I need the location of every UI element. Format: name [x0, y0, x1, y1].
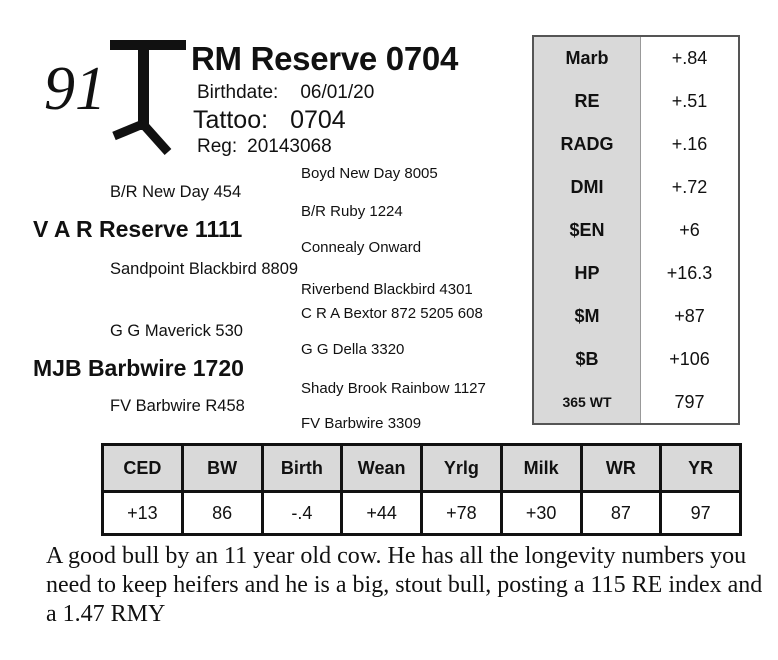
- epd-value: 797: [674, 391, 705, 412]
- pedigree-dam-dam-dam: FV Barbwire 3309: [301, 415, 422, 432]
- birthdate-label: Birthdate:: [197, 82, 279, 103]
- epd-row: [533, 338, 739, 381]
- epd-row: [533, 166, 739, 209]
- tattoo-value: 0704: [290, 106, 346, 134]
- lot-number: 91: [44, 55, 106, 123]
- reg-label: Reg:: [197, 136, 238, 157]
- epd-value: +.72: [671, 177, 708, 197]
- pedigree-sire-sire-dam: B/R Ruby 1224: [301, 203, 403, 220]
- birthdate-value: 06/01/20: [300, 82, 375, 103]
- epd-bottom-header: Milk: [501, 445, 581, 492]
- epd-value: +.51: [671, 91, 708, 111]
- pedigree-dam-sire-dam: G G Della 3320: [301, 341, 405, 358]
- epd-bottom-header: WR: [581, 445, 661, 492]
- epd-label: RADG: [533, 123, 641, 166]
- epd-value: +.84: [671, 48, 708, 68]
- epd-bottom-value-row: [103, 492, 741, 535]
- pedigree-dam-sire: G G Maverick 530: [110, 322, 243, 340]
- epd-label: $B: [533, 338, 641, 381]
- epd-bottom-value: -.4: [262, 492, 342, 535]
- registration-line: [197, 136, 332, 158]
- epd-bottom-value: 86: [182, 492, 262, 535]
- pedigree-dam: MJB Barbwire 1720: [33, 355, 244, 381]
- brand-mark-icon: [106, 40, 190, 158]
- pedigree-sire-dam-sire: Connealy Onward: [301, 239, 422, 256]
- tattoo-line: [193, 106, 346, 135]
- epd-row: [533, 295, 739, 338]
- epd-row: [533, 209, 739, 252]
- epd-value: +.16: [671, 134, 708, 154]
- epd-label: 365 WT: [533, 381, 641, 424]
- epd-label: HP: [533, 252, 641, 295]
- epd-side-table: [532, 35, 740, 425]
- pedigree-dam-dam-sire: Shady Brook Rainbow 1127: [301, 380, 486, 397]
- epd-bottom-value: +13: [103, 492, 183, 535]
- epd-bottom-header: CED: [103, 445, 183, 492]
- epd-bottom-header: Wean: [342, 445, 422, 492]
- epd-bottom-table: [101, 443, 742, 536]
- epd-row: [533, 381, 739, 424]
- epd-bottom-header-row: [103, 445, 741, 492]
- description-text: A good bull by an 11 year old cow. He has all the longevity numbers you need to keep heifers and he is a big, stout bull, posting a 115 RE index and a 1.47 RMY: [46, 543, 763, 627]
- epd-label: Marb: [533, 36, 641, 80]
- pedigree-sire-sire-sire: Boyd New Day 8005: [301, 165, 438, 182]
- epd-label: RE: [533, 80, 641, 123]
- birthdate-line: [197, 82, 374, 104]
- pedigree-dam-dam: FV Barbwire R458: [110, 397, 245, 415]
- pedigree-sire: V A R Reserve 1111: [33, 216, 243, 242]
- epd-row: [533, 36, 739, 80]
- epd-value: +6: [679, 220, 700, 240]
- epd-bottom-value: +44: [342, 492, 422, 535]
- epd-bottom-value: 87: [581, 492, 661, 535]
- epd-label: $M: [533, 295, 641, 338]
- pedigree-sire-sire: B/R New Day 454: [110, 183, 242, 201]
- animal-name: RM Reserve 0704: [191, 40, 459, 77]
- epd-bottom-value: +78: [422, 492, 502, 535]
- pedigree-sire-dam: Sandpoint Blackbird 8809: [110, 260, 299, 278]
- epd-row: [533, 252, 739, 295]
- epd-value: +106: [669, 349, 710, 369]
- epd-label: DMI: [533, 166, 641, 209]
- epd-row: [533, 123, 739, 166]
- epd-value: +87: [674, 306, 705, 326]
- epd-value: +16.3: [666, 263, 713, 283]
- epd-label: $EN: [533, 209, 641, 252]
- epd-bottom-value: +30: [501, 492, 581, 535]
- reg-value: 20143068: [247, 136, 332, 157]
- epd-row: [533, 80, 739, 123]
- epd-bottom-header: BW: [182, 445, 262, 492]
- epd-bottom-header: Yrlg: [422, 445, 502, 492]
- pedigree-dam-sire-sire: C R A Bextor 872 5205 608: [301, 305, 483, 322]
- tattoo-label: Tattoo:: [193, 106, 269, 134]
- epd-bottom-value: 97: [661, 492, 741, 535]
- epd-bottom-header: Birth: [262, 445, 342, 492]
- epd-bottom-header: YR: [661, 445, 741, 492]
- pedigree-sire-dam-dam: Riverbend Blackbird 4301: [301, 281, 473, 298]
